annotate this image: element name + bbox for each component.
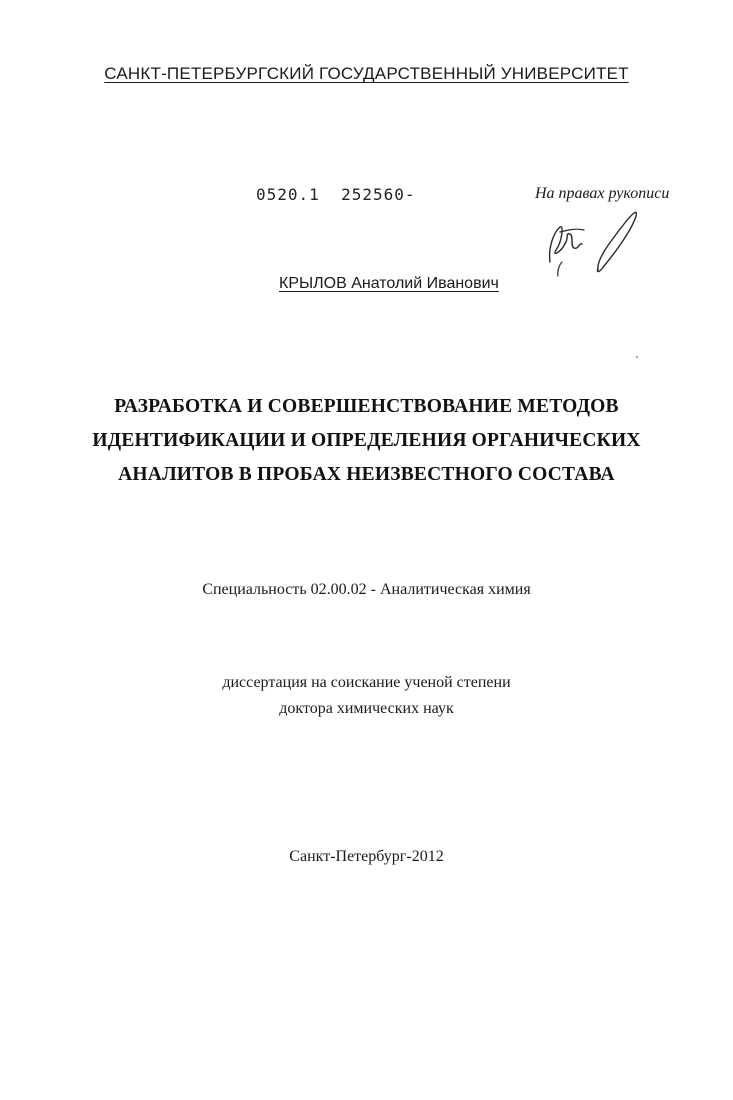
scan-speck [636, 356, 638, 358]
university-name: САНКТ-ПЕТЕРБУРГСКИЙ ГОСУДАРСТВЕННЫЙ УНИВЕРСИТЕТ [104, 64, 629, 83]
title-line: АНАЛИТОВ В ПРОБАХ НЕИЗВЕСТНОГО СОСТАВА [118, 464, 615, 485]
signature-icon [540, 202, 650, 282]
dissertation-title [60, 390, 673, 492]
place-and-year: Санкт-Петербург-2012 [289, 848, 444, 865]
specialty: Специальность 02.00.02 - Аналитическая химия [202, 581, 531, 598]
title-line: РАЗРАБОТКА И СОВЕРШЕНСТВОВАНИЕ МЕТОДОВ [114, 396, 619, 417]
author-name: КРЫЛОВ Анатолий Иванович [279, 275, 499, 292]
degree-statement [0, 670, 733, 722]
rights-note: На правах рукописи [535, 185, 670, 202]
registration-number: 0520.1 252560- [256, 185, 416, 204]
degree-line: диссертация на соискание ученой степени [222, 674, 511, 691]
degree-line: доктора химических наук [279, 700, 454, 717]
title-line: ИДЕНТИФИКАЦИИ И ОПРЕДЕЛЕНИЯ ОРГАНИЧЕСКИХ [92, 430, 641, 451]
